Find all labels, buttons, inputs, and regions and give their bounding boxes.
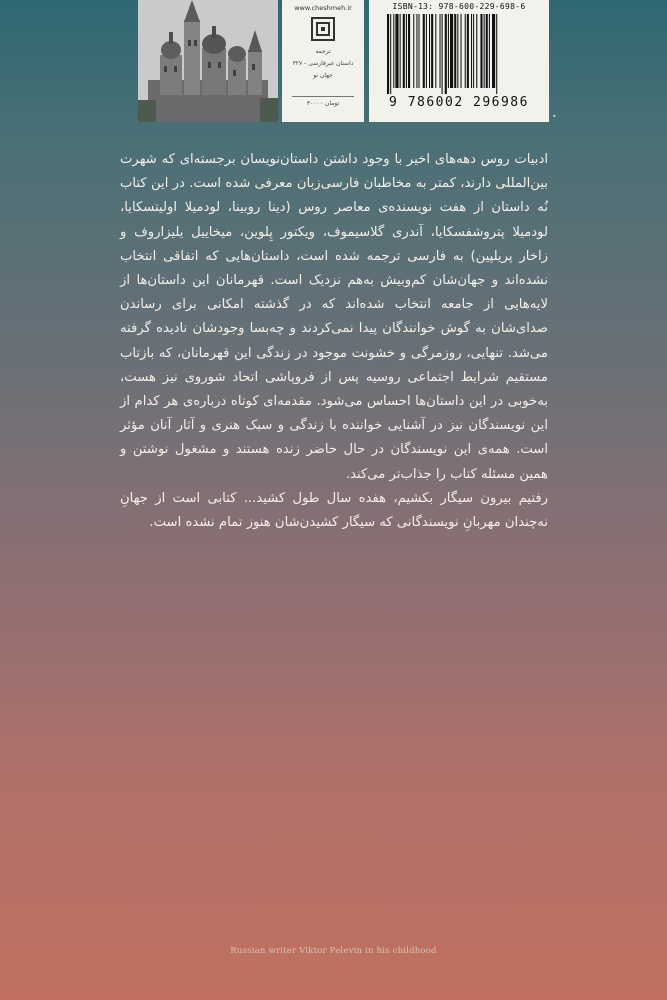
barcode-bar <box>489 14 490 88</box>
isbn-label: ISBN-13: 978-600-229-698-6 <box>392 2 526 11</box>
barcode-bar <box>387 14 389 94</box>
barcode-bar <box>486 14 488 88</box>
barcode-bar <box>435 14 436 88</box>
barcode-bar <box>445 14 447 94</box>
blurb-paragraph-1: ادبیات روس دهه‌های اخیر با وجود داشتن داستان‌نویسان برجسته‌ای که شهرت بین‌المللی دارند، کمتر به مخاطبان فارسی‌زبان معرفی شده است. در این کتاب نُه داستان از هفت نویسنده‌ی معاصر روس (دینا روبینا، لودمیلا اولیتسکایا، لودمیلا پتروشفسکایا، آندری گلاسیموف، ویکتور پِلوین، میخاییل یلیزاروف و زاخار پریلپین) به فارسی ترجمه شده است، داستان‌هایی که اتفاقی انتخاب نشده‌اند و جهان‌شان کم‌وبیش به‌هم نزدیک است. قهرمانان این داستان‌ها از لایه‌هایی از جامعه انتخاب شده‌اند که در گذشته امکانی برای رساندن صدای‌شان به گوش خوانندگان پیدا نمی‌کردند و چه‌بسا وجودشان نادیده گرفته می‌شد. تنهایی، روزمرگی و خشونت موجود در زندگی این قهرمانان، که بازتاب مستقیم شرایط اجتماعی روسیه پس از فروپاشی اتحاد شوروی نیز هست، به‌خوبی در این داستان‌ها احساس می‌شود. مقدمه‌ای کوتاه درباره‌ی هر کدام از این نویسندگان نیز در آشنایی خواننده با زندگی و سبک هنری و آثار آنان مؤثر است. همه‌ی این نویسندگان در حال حاضر زنده هستند و مشغول نوشتن و همین مسئله کتاب را جذاب‌تر می‌کند. <box>120 152 548 482</box>
barcode-bar <box>431 14 433 88</box>
barcode-bar <box>448 14 449 88</box>
barcode-bar <box>454 14 456 88</box>
barcode-bar <box>496 14 497 94</box>
barcode-bar <box>461 14 462 88</box>
barcode-bar <box>400 14 401 88</box>
series-name: جهان نو <box>313 72 333 79</box>
corner-mark: • <box>552 112 557 121</box>
barcode-bar <box>467 14 469 88</box>
barcode-bar <box>423 14 425 88</box>
barcode-bar <box>403 14 405 88</box>
barcode-bar <box>471 14 472 88</box>
publisher-box <box>282 0 364 122</box>
barcode-bar <box>419 14 420 88</box>
barcode-bar <box>457 14 458 88</box>
barcode-bar <box>465 14 466 88</box>
cathedral-photo <box>138 0 278 122</box>
barcode-bar <box>492 14 495 88</box>
barcode-bar <box>450 14 453 88</box>
blurb-paragraph-2: رفتیم بیرون سیگار بکشیم، هفده سال طول کشید... کتابی است از جهانِ نه‌چندان مهربانِ نویسندگانی که سیگار کشیدن‌شان هنوز تمام نشده است. <box>120 490 548 531</box>
barcode-bar <box>426 14 427 88</box>
series-number: داستان غیرفارسی - ۳۲۷ <box>292 60 354 67</box>
photo-caption: Russian writer Viktor Pelevin in his childhood <box>230 946 437 956</box>
series-label: ترجمه <box>315 48 331 55</box>
price-divider <box>292 96 354 97</box>
barcode-bar <box>393 14 394 88</box>
barcode-bar <box>476 14 477 88</box>
publisher-url: www.cheshmeh.ir <box>294 4 352 12</box>
barcode-bar <box>408 14 410 88</box>
barcode-bars <box>383 14 535 94</box>
barcode-bar <box>484 14 485 88</box>
barcode-bar <box>395 14 398 88</box>
barcode-bar <box>429 14 430 88</box>
price-label: ۳۰۰۰۰ تومان <box>306 100 340 107</box>
barcode-bar <box>473 14 474 88</box>
cathedral-illustration <box>138 0 278 122</box>
barcode-number: 9 786002 296986 <box>389 95 529 110</box>
publisher-logo-icon <box>311 17 335 41</box>
barcode-bar <box>413 14 414 88</box>
barcode-bar <box>442 14 443 94</box>
barcode-bar <box>406 14 407 88</box>
barcode-bar <box>440 14 441 88</box>
back-cover-blurb <box>120 148 548 535</box>
barcode-bar <box>390 14 391 94</box>
barcode-box <box>369 0 549 122</box>
barcode-bar <box>416 14 417 88</box>
barcode-bar <box>480 14 482 88</box>
